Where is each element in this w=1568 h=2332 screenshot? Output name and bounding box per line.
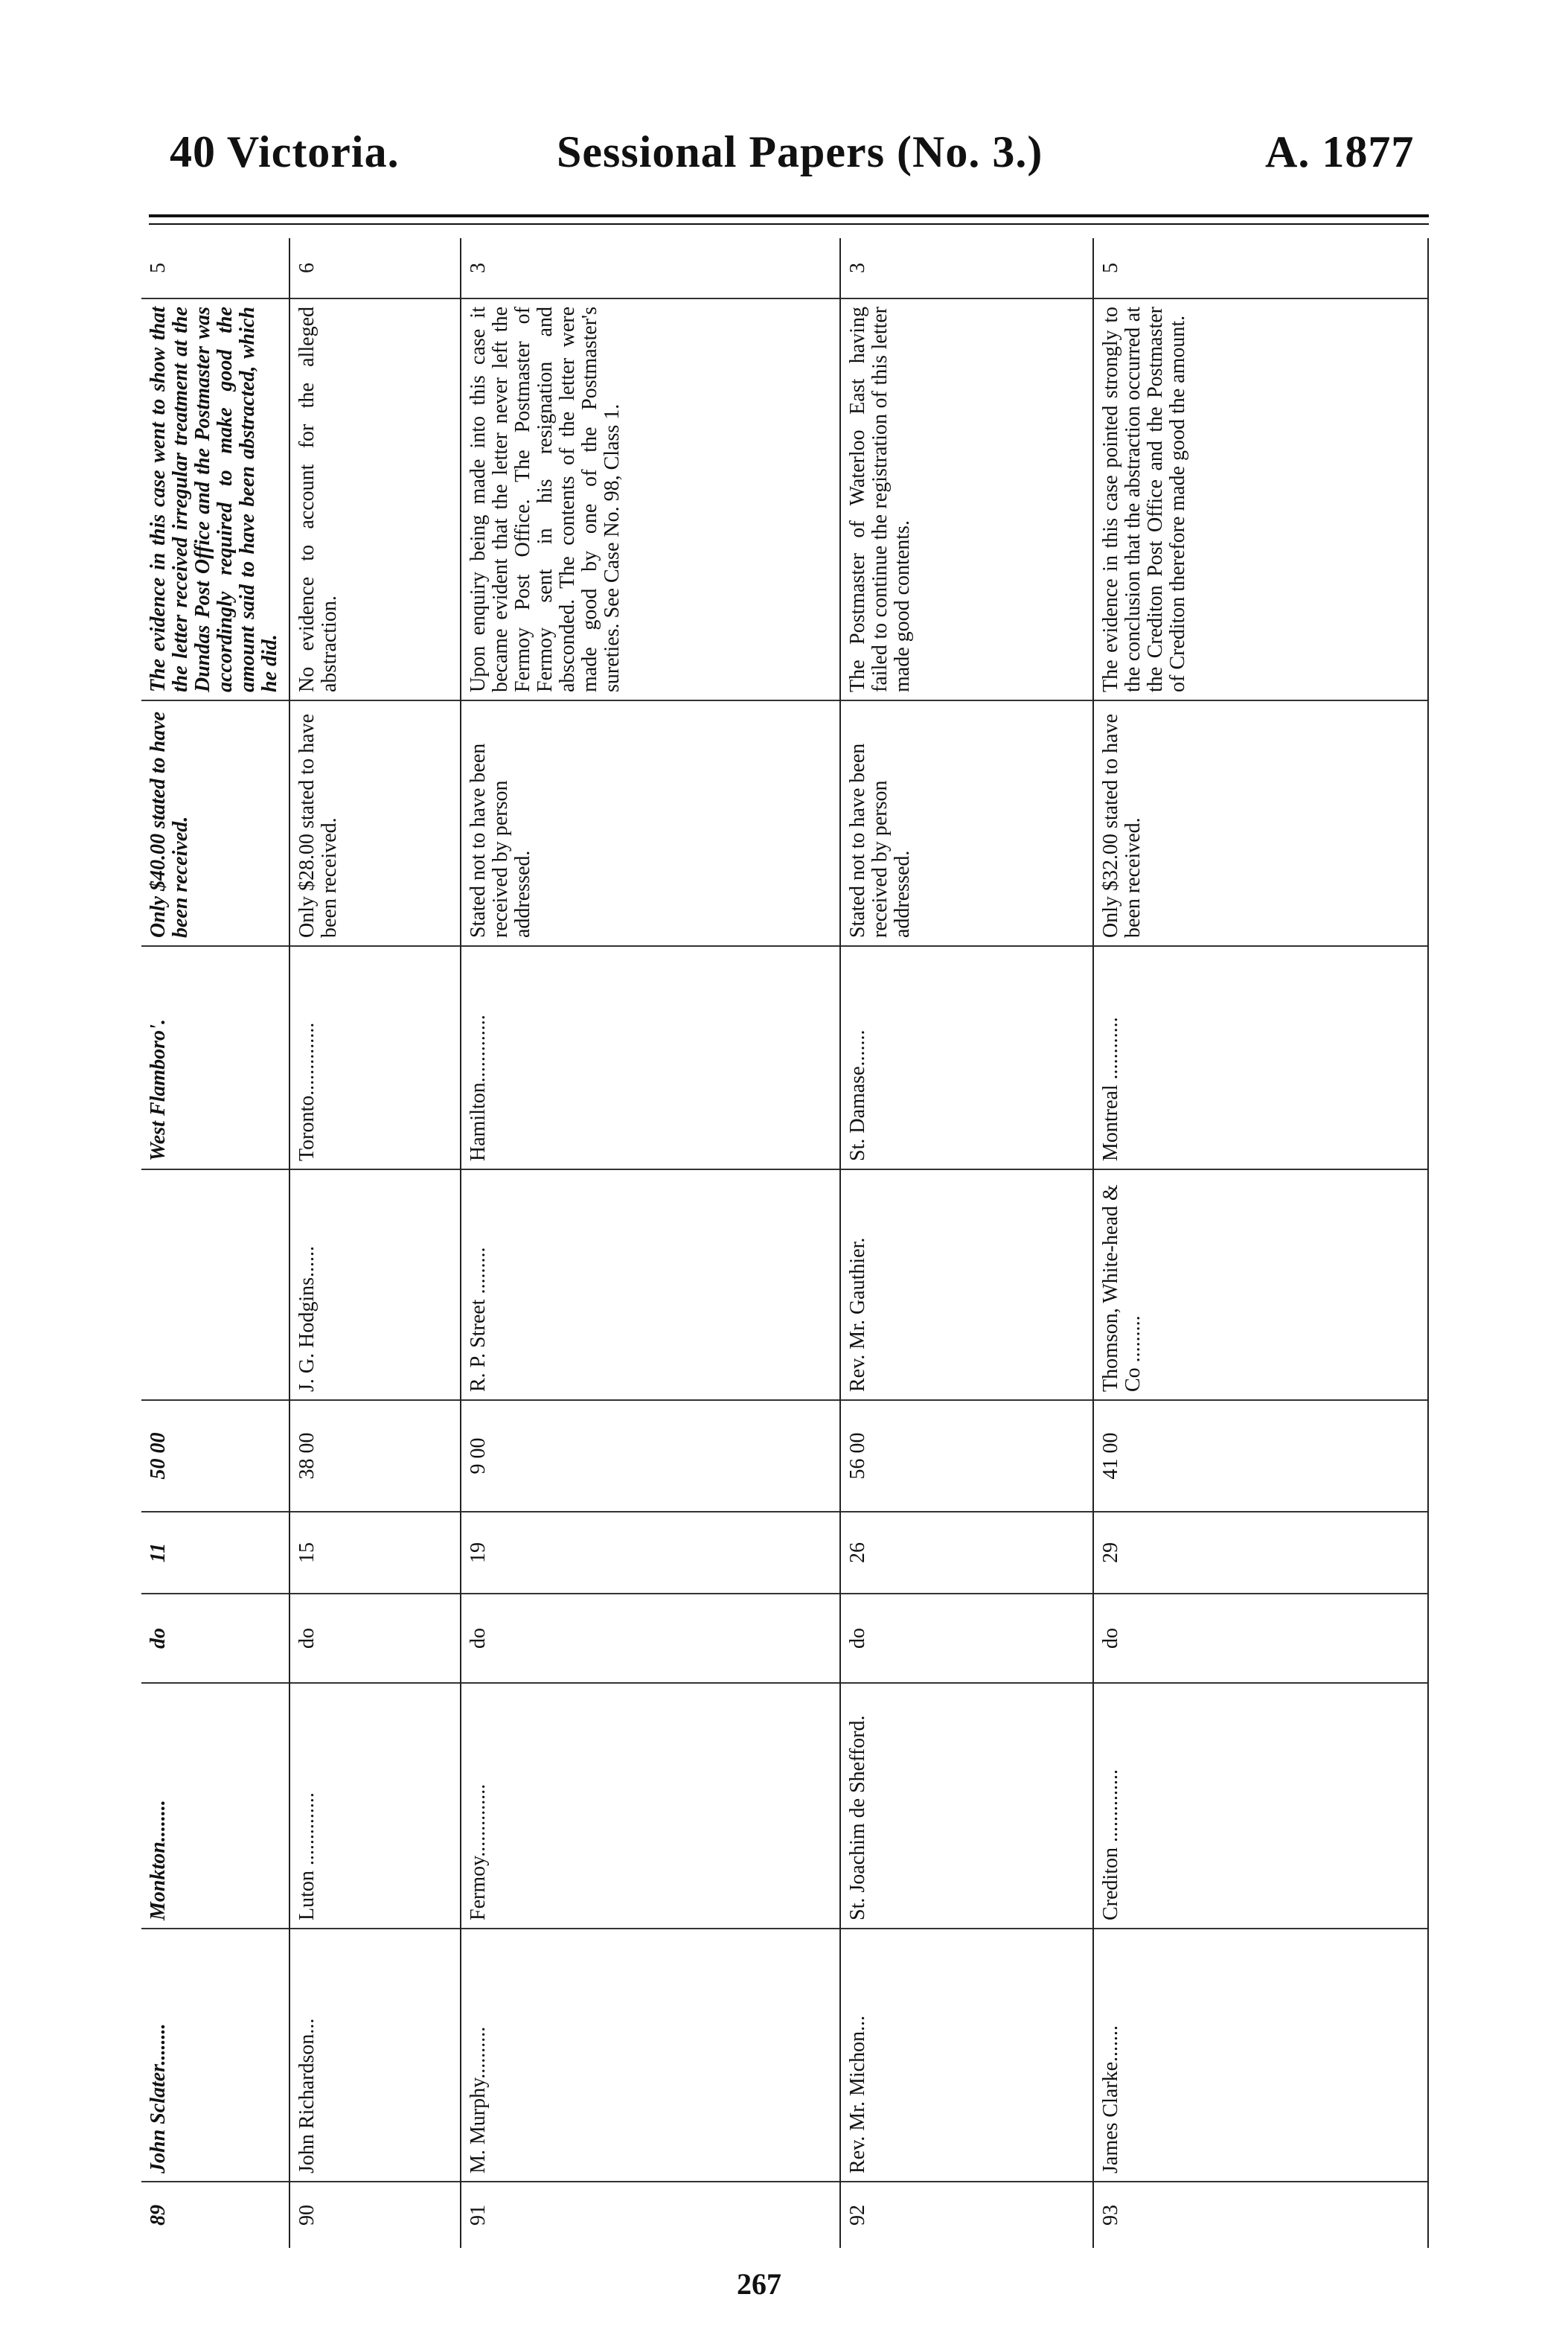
table-row xyxy=(461,238,841,2248)
amount: 50 00 xyxy=(141,1399,289,1511)
result-statement: Stated not to have been received by person addressed. xyxy=(461,700,839,945)
page-number: 267 xyxy=(737,2267,781,2301)
remarks: The evidence in this case pointed strongly to the conclusion that the abstraction occurred at the Crediton Post Office and the Postmaster of Crediton therefore made good the amount. xyxy=(1094,298,1427,700)
date-posted: 26 xyxy=(841,1511,1092,1593)
amount: 9 00 xyxy=(461,1399,839,1511)
table-row xyxy=(290,238,461,2248)
case-number: 93 xyxy=(1094,2181,1427,2248)
table-row xyxy=(1094,238,1429,2248)
destination-office: St. Damase....... xyxy=(841,945,1092,1169)
result-statement: Only $40.00 stated to have been received. xyxy=(141,700,289,945)
class-ditto: do xyxy=(141,1593,289,1682)
case-number: 89 xyxy=(141,2181,289,2248)
header-rule-thick xyxy=(149,214,1429,217)
addressee: Rev. Mr. Gauthier. xyxy=(841,1169,1092,1399)
destination-office: West Flamboro'. xyxy=(141,945,289,1169)
class-ditto: do xyxy=(1094,1593,1427,1682)
remarks: The evidence in this case went to show that the letter received irregular treatment at the Dundas Post Office and the Postmaster was accordingly required to make good the amount said to have been abstracted, which he did. xyxy=(141,298,289,700)
header-year: A. 1877 xyxy=(1265,127,1415,176)
case-number: 92 xyxy=(841,2181,1092,2248)
table-row xyxy=(141,238,290,2248)
date-posted: 11 xyxy=(141,1511,289,1593)
addressee: R. P. Street ......... xyxy=(461,1169,839,1399)
destination-office: Toronto.............. xyxy=(290,945,460,1169)
destination-office: Hamilton............. xyxy=(461,945,839,1169)
date-posted: 29 xyxy=(1094,1511,1427,1593)
class-ditto: do xyxy=(290,1593,460,1682)
case-number: 91 xyxy=(461,2181,839,2248)
reference-number: 3 xyxy=(846,263,869,273)
posting-office: Crediton .............. xyxy=(1094,1682,1427,1928)
posting-office: Luton .............. xyxy=(290,1682,460,1928)
records-table xyxy=(141,238,1429,2248)
result-statement: Stated not to have been received by person addressed. xyxy=(841,700,1092,945)
page-header xyxy=(0,127,1568,201)
posting-office: St. Joachim de Shefford. xyxy=(841,1682,1092,1928)
sender-name: James Clarke....... xyxy=(1094,1928,1427,2181)
reference-number: 6 xyxy=(295,263,319,273)
amount: 41 00 xyxy=(1094,1399,1427,1511)
reference-number: 5 xyxy=(147,263,170,273)
sender-name: John Richardson... xyxy=(290,1928,460,2181)
sender-name: M. Murphy.......... xyxy=(461,1928,839,2181)
remarks: The Postmaster of Waterloo East having failed to continue the registration of this letter made good contents. xyxy=(841,298,1092,700)
addressee: J. G. Hodgins...... xyxy=(290,1169,460,1399)
remarks: No evidence to account for the alleged abstraction. xyxy=(290,298,460,700)
destination-office: Montreal ............ xyxy=(1094,945,1427,1169)
amount: 38 00 xyxy=(290,1399,460,1511)
result-statement: Only $28.00 stated to have been received. xyxy=(290,700,460,945)
sender-name: John Sclater........ xyxy=(141,1928,289,2181)
header-title: Sessional Papers (No. 3.) xyxy=(557,127,1043,176)
addressee: Thomson, White-head & Co ......... xyxy=(1094,1169,1427,1399)
posting-office: Fermoy.............. xyxy=(461,1682,839,1928)
header-rule-thin xyxy=(149,223,1429,225)
sender-name: Rev. Mr. Michon... xyxy=(841,1928,1092,2181)
reference-number: 3 xyxy=(467,263,490,273)
addressee xyxy=(141,1169,289,1399)
date-posted: 15 xyxy=(290,1511,460,1593)
posting-office: Monkton........ xyxy=(141,1682,289,1928)
result-statement: Only $32.00 stated to have been received. xyxy=(1094,700,1427,945)
remarks: Upon enquiry being made into this case it became evident that the letter never left the Fermoy Post Office. The Postmaster of Fermoy sent in his resignation and absconded. The contents of the letter were made good by one of the Postmaster's sureties. See Case No. 98, Class 1. xyxy=(461,298,839,700)
reference-number: 5 xyxy=(1099,263,1122,273)
header-session: 40 Victoria. xyxy=(170,127,400,176)
class-ditto: do xyxy=(841,1593,1092,1682)
amount: 56 00 xyxy=(841,1399,1092,1511)
class-ditto: do xyxy=(461,1593,839,1682)
records-table-rotated xyxy=(141,238,1429,2248)
case-number: 90 xyxy=(290,2181,460,2248)
date-posted: 19 xyxy=(461,1511,839,1593)
table-row xyxy=(841,238,1094,2248)
